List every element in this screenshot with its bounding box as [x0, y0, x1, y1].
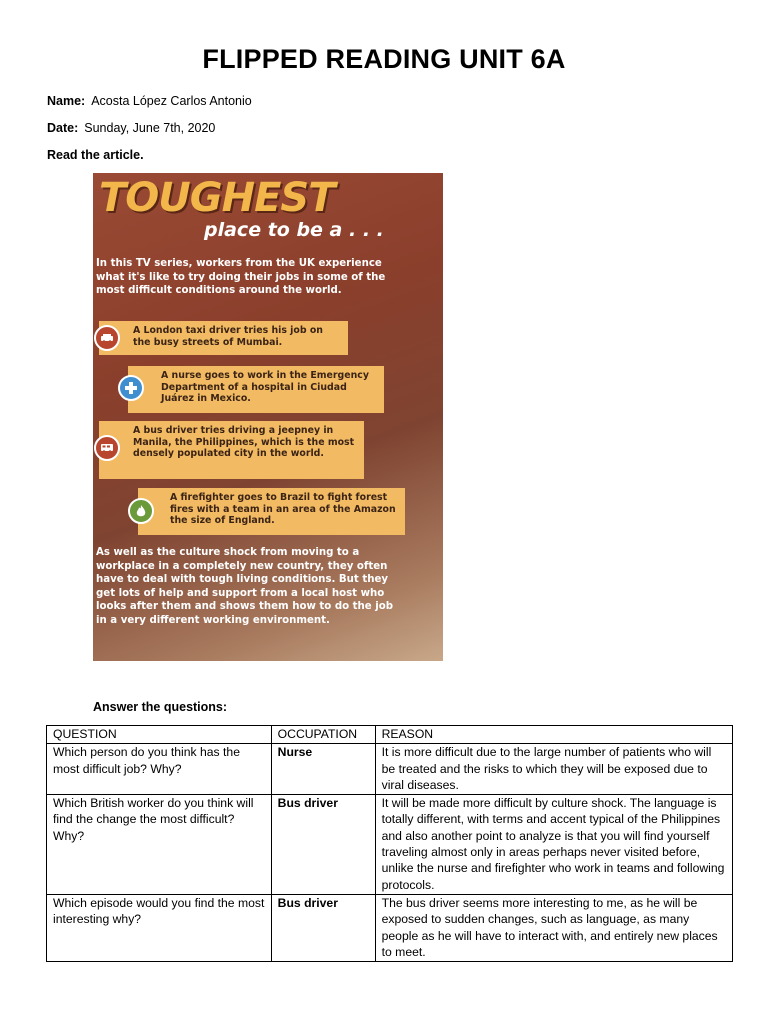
poster-item-bus-driver [99, 421, 364, 479]
date-value: Sunday, June 7th, 2020 [84, 121, 216, 135]
poster-item-text: A firefighter goes to Brazil to fight forest fires with a team in an area of the Amazon the size of England. [170, 492, 396, 527]
table-row [47, 894, 733, 961]
header-reason: REASON [375, 726, 732, 744]
jeepney-icon [94, 435, 120, 461]
question-cell: Which episode would you find the most interesting why? [47, 894, 272, 961]
date-label: Date: [47, 121, 79, 135]
reason-cell: It is more difficult due to the large number of patients who will be treated and the risks to which they will be exposed due to viral diseases. [375, 744, 732, 795]
poster-outro: As well as the culture shock from moving to a workplace in a completely new country, they often have to deal with tough living conditions. But they get lots of help and support from a local host who looks after them and shows them how to do the job in a very different working environment. [96, 547, 394, 626]
instruction-text: Read the article. [47, 148, 144, 162]
poster-item-taxi [99, 321, 348, 355]
header-question: QUESTION [47, 726, 272, 744]
date-line [47, 121, 215, 135]
poster-item-firefighter [138, 488, 405, 535]
document-title: FLIPPED READING UNIT 6A [202, 44, 566, 74]
answers-table [46, 725, 733, 962]
answer-label: Answer the questions: [93, 700, 228, 714]
reason-cell: The bus driver seems more interesting to me, as he will be exposed to sudden changes, such as language, as many people as he will have to interact with, and entirely new places to meet. [375, 894, 732, 961]
occupation-cell: Nurse [271, 744, 375, 795]
poster-item-text: A London taxi driver tries his job on the busy streets of Mumbai. [133, 325, 323, 348]
poster-item-text: A bus driver tries driving a jeepney in Manila, the Philippines, which is the most densely populated city in the world. [133, 425, 355, 460]
poster-intro: In this TV series, workers from the UK experience what it's like to try doing their jobs in some of the most difficult conditions around the world. [96, 258, 386, 296]
article-poster [93, 173, 443, 661]
taxi-icon [94, 325, 120, 351]
occupation-cell: Bus driver [271, 795, 375, 895]
header-occupation: OCCUPATION [271, 726, 375, 744]
occupation-cell: Bus driver [271, 894, 375, 961]
table-row [47, 744, 733, 795]
question-cell: Which British worker do you think will find the change the most difficult? Why? [47, 795, 272, 895]
name-label: Name: [47, 94, 86, 108]
poster-subheadline: place to be a . . . [204, 219, 384, 241]
poster-item-text: A nurse goes to work in the Emergency Department of a hospital in Ciudad Juárez in Mexico. [161, 370, 369, 405]
table-header-row [47, 726, 733, 744]
poster-headline: TOUGHEST [99, 175, 335, 221]
reason-cell: It will be made more difficult by culture shock. The language is totally different, with terms and accent typical of the Philippines and also another point to analyze is that you will find yourself traveling almost only in areas perhaps never visited before, unlike the nurse and firefighter who work in teams and following protocols. [375, 795, 732, 895]
name-value: Acosta López Carlos Antonio [91, 94, 252, 108]
question-cell: Which person do you think has the most difficult job? Why? [47, 744, 272, 795]
name-line [47, 94, 252, 108]
fire-icon [128, 498, 154, 524]
medical-cross-icon [118, 375, 144, 401]
table-row [47, 795, 733, 895]
poster-item-nurse [128, 366, 384, 413]
